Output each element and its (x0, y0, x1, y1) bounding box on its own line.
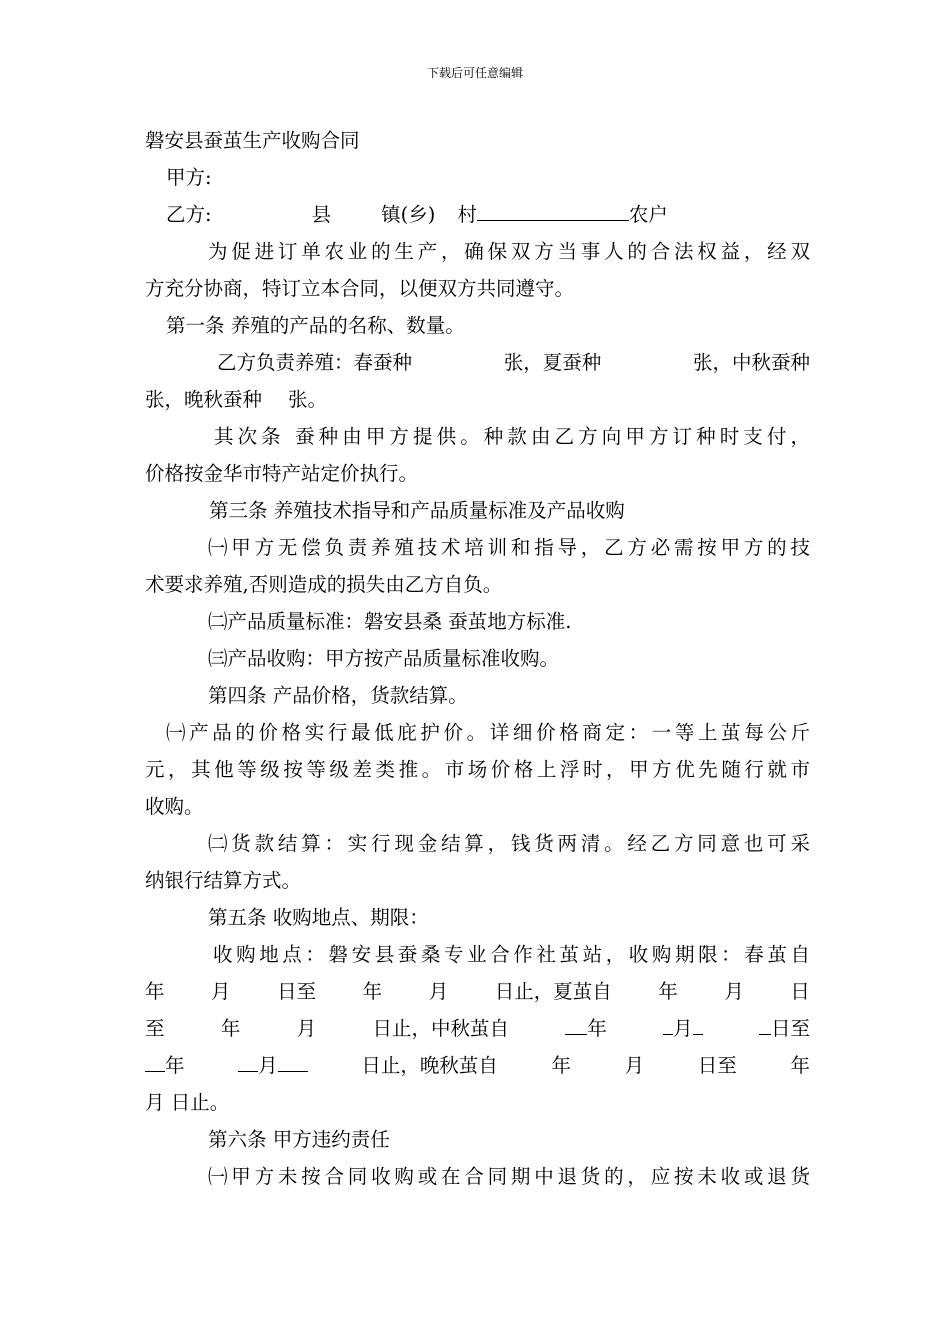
article2-line-2: 价格按金华市特产站定价执行。 (145, 462, 419, 485)
article4-item1-line-1: ㈠产品的价格实行最低庇护价。详细价格商定：一等上茧每公斤 (166, 721, 810, 744)
article4-heading: 第四条 产品价格，货款结算。 (208, 684, 468, 707)
date-year: 年 (145, 980, 165, 1003)
article1-line-2 (145, 381, 810, 418)
party-b-line (145, 196, 810, 233)
intro-line-2: 方充分协商，特订立本合同，以便双方共同遵守。 (145, 277, 575, 300)
summer-cocoon-label: 日止，夏茧自 (494, 980, 612, 1003)
town-label: 镇(乡) (381, 203, 436, 226)
article3-heading: 第三条 养殖技术指导和产品质量标准及产品收购 (209, 499, 625, 522)
article1-line-1 (145, 344, 810, 381)
intro-line-1: 为促进订单农业的生产，确保双方当事人的合法权益，经双 (208, 240, 810, 263)
article2-line-1: 其次条 蚕种由甲方提供。种款由乙方向甲方订种时支付， (214, 425, 810, 448)
page-header-note: 下载后可任意编辑 (426, 66, 523, 80)
date-year: 年 (658, 980, 678, 1003)
spring-silkworm-label: 乙方负责养殖：春蚕种 (217, 351, 413, 374)
article3-item1-line-1: ㈠甲方无偿负责养殖技术培训和指导，乙方必需按甲方的技 (208, 536, 810, 559)
date-day: 日 (790, 980, 810, 1003)
date-year-blank: 年 (145, 1047, 185, 1084)
date-month: 月 (211, 980, 231, 1003)
late-autumn-silkworm-label: 张，晚秋蚕种 (145, 388, 263, 411)
date-year-blank: 年 (565, 1010, 607, 1047)
article3-item2: ㈡产品质量标准：磐安县桑 蚕茧地方标准. (208, 610, 572, 633)
article5-line-5: 月 日止。 (145, 1091, 230, 1114)
village-blank (477, 200, 629, 221)
article3-item3: ㈢产品收购：甲方按产品质量标准收购。 (208, 647, 560, 670)
article5-line-1: 收购地点：磐安县蚕桑专业合作社茧站，收购期限：春茧自 (213, 943, 810, 966)
date-year: 年 (362, 980, 383, 1003)
article4-item2-line-1: ㈡货款结算：实行现金结算，钱货两清。经乙方同意也可采 (208, 832, 810, 855)
article6-heading: 第六条 甲方违约责任 (208, 1128, 390, 1151)
article5-line-4 (145, 1047, 810, 1084)
household-label: 农户 (628, 203, 668, 226)
date-month: 月 (296, 1017, 317, 1040)
date-month: 月 (428, 980, 449, 1003)
article4-item1-line-3: 收购。 (145, 795, 204, 818)
date-month: 月 (624, 1054, 645, 1077)
contract-title: 磐安县蚕茧生产收购合同 (145, 129, 360, 152)
party-b-label: 乙方: (166, 203, 212, 226)
date-day-blank: 日至 (759, 1010, 810, 1047)
date-month-blank: 月 (663, 1010, 703, 1047)
to-label: 至 (145, 1017, 165, 1040)
article4-item2-line-2: 纳银行结算方式。 (145, 869, 302, 892)
late-autumn-cocoon-label: 日止，晚秋茧自 (361, 1054, 498, 1077)
county-label: 县 (311, 203, 332, 226)
mid-autumn-cocoon-label: 日止，中秋茧自 (372, 1017, 509, 1040)
sheet-unit: 张。 (288, 388, 328, 411)
mid-autumn-silkworm-label: 张，中秋蚕种 (692, 351, 810, 374)
contract-body (145, 122, 810, 1195)
date-year: 年 (551, 1054, 571, 1077)
article4-item1-line-2: 元，其他等级按等级差类推。市场价格上浮时，甲方优先随行就市 (145, 758, 810, 781)
article6-item1-line-1: ㈠甲方未按合同收购或在合同期中退货的，应按未收或退货 (208, 1165, 810, 1188)
date-month-blank: 月 (238, 1047, 308, 1084)
date-year: 年 (220, 1017, 241, 1040)
article3-item1-line-2: 术要求养殖,否则造成的损失由乙方自负。 (145, 573, 503, 596)
date-day: 日至 (277, 980, 317, 1003)
article5-line-3 (145, 1010, 810, 1047)
party-a-label: 甲方: (166, 166, 212, 189)
article5-line-2 (145, 973, 810, 1010)
summer-silkworm-label: 张，夏蚕种 (503, 351, 602, 374)
date-year: 年 (790, 1054, 810, 1077)
article1-heading: 第一条 养殖的产品的名称、数量。 (166, 314, 465, 337)
date-day: 日至 (697, 1054, 737, 1077)
village-label: 村 (457, 203, 477, 226)
date-month: 月 (724, 980, 744, 1003)
article5-heading: 第五条 收购地点、期限： (208, 906, 429, 929)
